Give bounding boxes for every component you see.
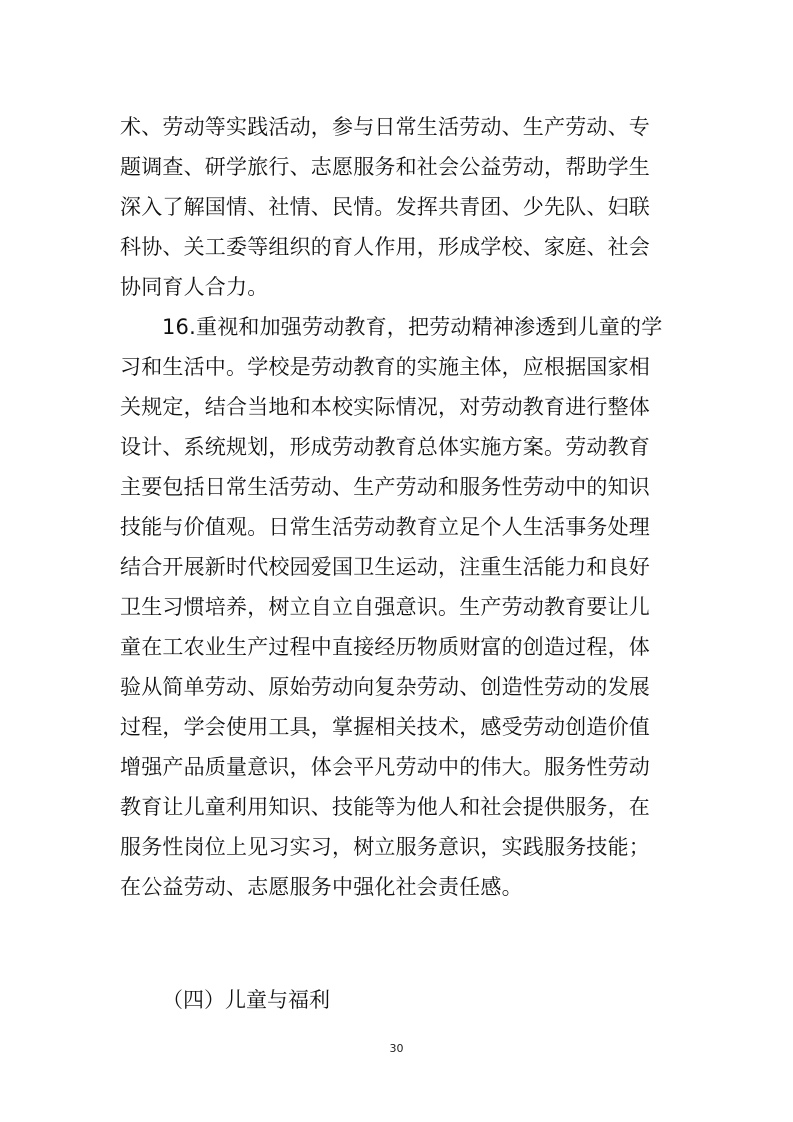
body-text-line: 设计、系统规划，形成劳动教育总体实施方案。劳动教育 [120,435,650,459]
body-text-line: 服务性岗位上见习实习，树立服务意识，实践服务技能； [120,835,650,859]
body-text-line: 深入了解国情、社情、民情。发挥共青团、少先队、妇联 [120,195,650,219]
body-text-line: 验从简单劳动、原始劳动向复杂劳动、创造性劳动的发展 [120,675,650,699]
body-text-line: 协同育人合力。 [120,275,269,299]
body-text-line: 主要包括日常生活劳动、生产劳动和服务性劳动中的知识 [120,475,650,499]
body-text-line: 在公益劳动、志愿服务中强化社会责任感。 [120,875,523,899]
body-text-line: 过程，学会使用工具，掌握相关技术，感受劳动创造价值 [120,715,650,739]
body-text-line: 16.重视和加强劳动教育，把劳动精神渗透到儿童的学 [162,315,663,339]
body-text-line: 科协、关工委等组织的育人作用，形成学校、家庭、社会 [120,235,650,259]
body-text-line: 术、劳动等实践活动，参与日常生活劳动、生产劳动、专 [120,115,650,139]
body-text-line: 技能与价值观。日常生活劳动教育立足个人生活事务处理 [120,515,650,539]
body-text-line: 习和生活中。学校是劳动教育的实施主体，应根据国家相 [120,355,650,379]
body-text-line: 卫生习惯培养，树立自立自强意识。生产劳动教育要让儿 [120,595,650,619]
body-text-line: 童在工农业生产过程中直接经历物质财富的创造过程，体 [120,635,650,659]
body-text-line: 教育让儿童利用知识、技能等为他人和社会提供服务，在 [120,795,650,819]
section-heading: （四）儿童与福利 [162,988,330,1012]
body-text-line: 结合开展新时代校园爱国卫生运动，注重生活能力和良好 [120,555,650,579]
body-text-line: 题调查、研学旅行、志愿服务和社会公益劳动，帮助学生 [120,155,650,179]
page-number: 30 [389,1042,404,1055]
body-text-line: 增强产品质量意识，体会平凡劳动中的伟大。服务性劳动 [120,755,650,779]
body-text-line: 关规定，结合当地和本校实际情况，对劳动教育进行整体 [120,395,650,419]
